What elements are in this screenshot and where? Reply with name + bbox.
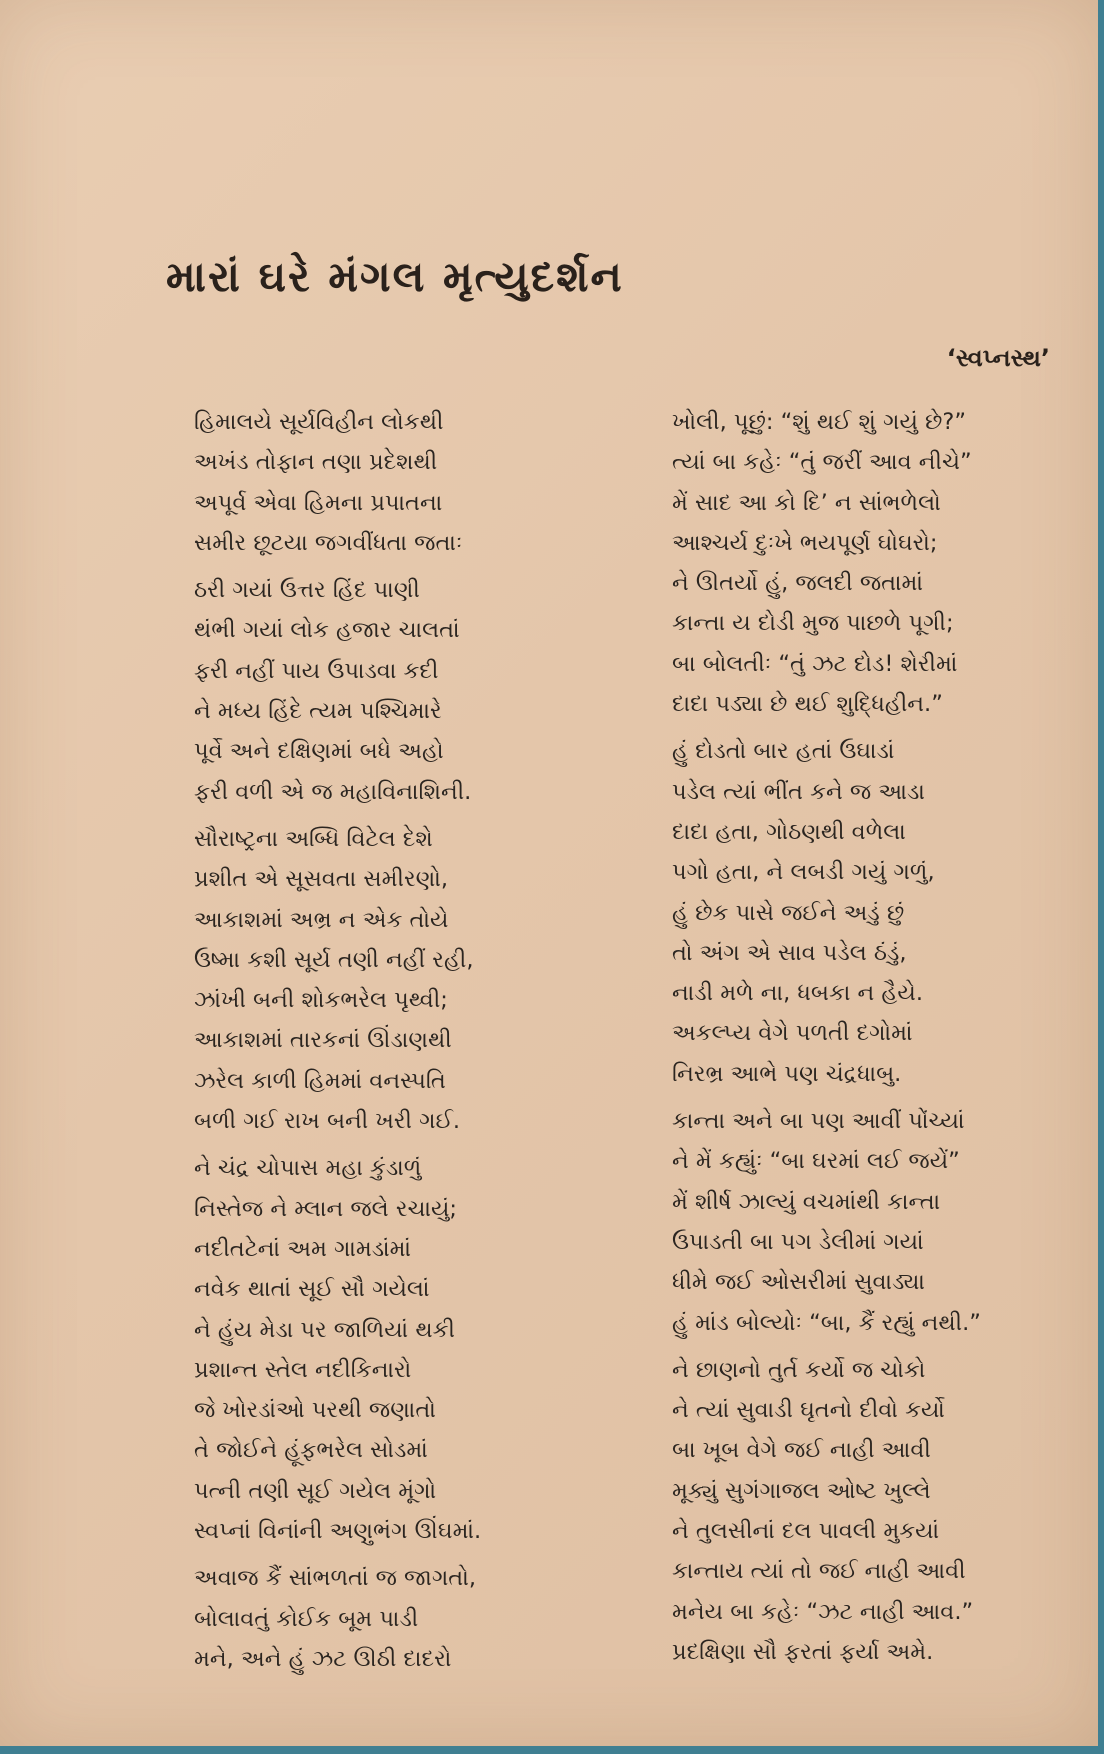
poem-line: નિસ્તેજ ને મ્લાન જલે રચાયું; (194, 1195, 457, 1222)
poem-line: ને મધ્ય હિંદે ત્યમ પશ્ચિમારે (194, 698, 442, 725)
poem-line: આશ્ચર્ય દુઃખે ભયપૂર્ણ ઘોઘરો; (672, 529, 938, 556)
poem-line: બળી ગઈ રાખ બની ખરી ગઈ. (194, 1108, 461, 1135)
stanza (672, 1350, 1042, 1672)
poem-line: ને તુલસીનાં દલ પાવલી મુકયાં (672, 1518, 940, 1545)
poem-line: દાદા પડ્યા છે થઈ શુદ્ધિહીન.” (672, 691, 943, 718)
poem-line: પગો હતા, ને લબડી ગયું ગળું, (672, 859, 935, 886)
poem-line: પૂર્વે અને દક્ષિણમાં બધે અહો (194, 738, 444, 765)
poem-line: નવેક થાતાં સૂઈ સૌ ગયેલાં (194, 1276, 430, 1303)
poem-line: અખંડ તોફાન તણા પ્રદેશથી (194, 449, 438, 476)
poem-line: કાન્તા ય દોડી મુજ પાછળે પૂગી; (672, 610, 954, 637)
poem-line: ને ઊતર્યો હું, જલદી જતામાં (672, 570, 923, 597)
poem-line: તે જોઈને હૂંફભરેલ સોડમાં (194, 1437, 428, 1464)
poem-line: ખોલી, પૂછું: “શું થઈ શું ગયું છે?” (672, 409, 967, 435)
poem-line: અપૂર્વ એવા હિમના પ્રપાતના (194, 489, 443, 516)
poem-line: આકાશમાં તારકનાં ઊંડાણથી (194, 1027, 452, 1054)
poem-line: બોલાવતું કોઈક બૂમ પાડી (194, 1605, 419, 1632)
poem-line: ઝાંખી બની શોકભરેલ પૃથ્વી; (194, 987, 448, 1014)
poem-line: નિરભ્ર આભે પણ ચંદ્રધાબુ. (672, 1060, 902, 1087)
poem-line: ને ત્યાં સુવાડી ઘૃતનો દીવો કર્યો (672, 1397, 945, 1424)
poem-line: નદીતટેનાં અમ ગામડાંમાં (194, 1235, 412, 1262)
poem-line: પ્રદક્ષિણા સૌ ફરતાં ફર્યા અમે. (672, 1638, 934, 1665)
article-title: મારાં ઘરે મંગલ મૃત્યુદર્શન (166, 252, 624, 301)
stanza (672, 1101, 1042, 1343)
poem-line: ફરી નહીં પાય ઉપાડવા કદી (194, 657, 439, 684)
stanza (194, 819, 564, 1141)
poem-line: પ્રશીત એ સૂસવતા સમીરણો, (194, 866, 448, 893)
stanza (194, 1558, 564, 1679)
poem-line: હું દોડતો બાર હતાં ઉઘાડાં (672, 738, 895, 765)
poem-line: ને મેં કહ્યુંઃ “બા ઘરમાં લઈ જયેં” (672, 1148, 960, 1175)
poem-line: પત્ની તણી સૂઈ ગયેલ મૂંગો (194, 1477, 437, 1504)
poem-line: ઉષ્મા કશી સૂર્ય તણી નહીં રહી, (194, 946, 474, 973)
poem-line: કાન્તા અને બા પણ આવીં પોંચ્યાં (672, 1108, 965, 1135)
poem-line: અકલ્પ્ય વેગે પળતી દગોમાં (672, 1020, 913, 1047)
poem-line: ને ચંદ્ર ચોપાસ મહા કુંડાળું (194, 1155, 422, 1182)
poem-line: અવાજ કૈં સાંભળતાં જ જાગતો, (194, 1565, 476, 1592)
poem-line: થંભી ગયાં લોક હજાર ચાલતાં (194, 617, 460, 644)
stanza (672, 402, 1042, 724)
poem-line: ઉપાડતી બા પગ ડેલીમાં ગયાં (672, 1228, 924, 1255)
stanza (672, 731, 1042, 1094)
poem-line: સ્વપ્નાં વિનાંની અણુભંગ ઊંઘમાં. (194, 1518, 482, 1545)
poem-line: નાડી મળે ના, ધબકા ન હૈયે. (672, 980, 923, 1007)
poem-line: પડેલ ત્યાં ભીંત કને જ આડા (672, 778, 925, 805)
poem-line: બા બોલતીઃ “તું ઝટ દોડ! શેરીમાં (672, 650, 958, 677)
poem-line: ઝરેલ કાળી હિમમાં વનસ્પતિ (194, 1067, 446, 1094)
poem-line: હું માંડ બોલ્યોઃ “બા, કૈં રહ્યું નથી.” (672, 1309, 981, 1336)
poem-right-column (672, 402, 1042, 1679)
poem-line: બા ખૂબ વેગે જઈ નાહી આવી (672, 1437, 931, 1464)
stanza (194, 402, 564, 563)
poem-line: સૌરાષ્ટ્રના અબ્ધિ વિટેલ દેશે (194, 825, 433, 852)
poem-line: જે ખોરડાંઓ પરથી જણાતો (194, 1397, 436, 1424)
author-pen-name: ‘સ્વપ્નસ્થ’ (946, 344, 1050, 372)
poem-left-column (194, 402, 564, 1686)
poem-line: ફરી વળી એ જ મહાવિનાશિની. (194, 778, 472, 805)
poem-line: મૂક્યું સુગંગાજલ ઓષ્ટ ખુલ્લે (672, 1477, 931, 1504)
stanza (194, 1148, 564, 1551)
poem-line: મને, અને હું ઝટ ઊઠી દાદરો (194, 1645, 452, 1672)
poem-line: ને હુંય મેડા પર જાળિયાં થકી (194, 1316, 455, 1343)
poem-line: આકાશમાં અભ્ર ન એક તોયે (194, 906, 449, 933)
poem-line: ઠરી ગયાં ઉત્તર હિંદ પાણી (194, 577, 420, 604)
poem-line: દાદા હતા, ગોઠણથી વળેલા (672, 818, 906, 845)
poem-line: હિમાલયે સૂર્યવિહીન લોકથી (194, 409, 444, 435)
stanza (194, 570, 564, 812)
poem-line: ધીમે જઈ ઓસરીમાં સુવાડ્યા (672, 1269, 925, 1296)
poem-line: કાન્તાય ત્યાં તો જઈ નાહી આવી (672, 1558, 966, 1585)
poem-line: તો અંગ એ સાવ પડેલ ઠંડું, (672, 939, 907, 966)
poem-line: મેં સાદ આ કો દિ’ ન સાંભળેલો (672, 489, 941, 516)
poem-line: મેં શીર્ષ ઝાલ્યું વચમાંથી કાન્તા (672, 1188, 941, 1215)
poem-line: પ્રશાન્ત સ્તેલ નદીકિનારો (194, 1356, 412, 1383)
poem-line: ને છાણનો તુર્ત કર્યો જ ચોકો (672, 1356, 926, 1383)
poem-line: મનેય બા કહેઃ “ઝટ નાહી આવ.” (672, 1598, 974, 1625)
poem-line: હું છેક પાસે જઈને અડું છું (672, 899, 905, 926)
poem-line: ત્યાં બા કહેઃ “તું જરીં આવ નીચે” (672, 449, 972, 476)
poem-line: સમીર છૂટયા જગવીંધતા જતાઃ (194, 529, 463, 556)
